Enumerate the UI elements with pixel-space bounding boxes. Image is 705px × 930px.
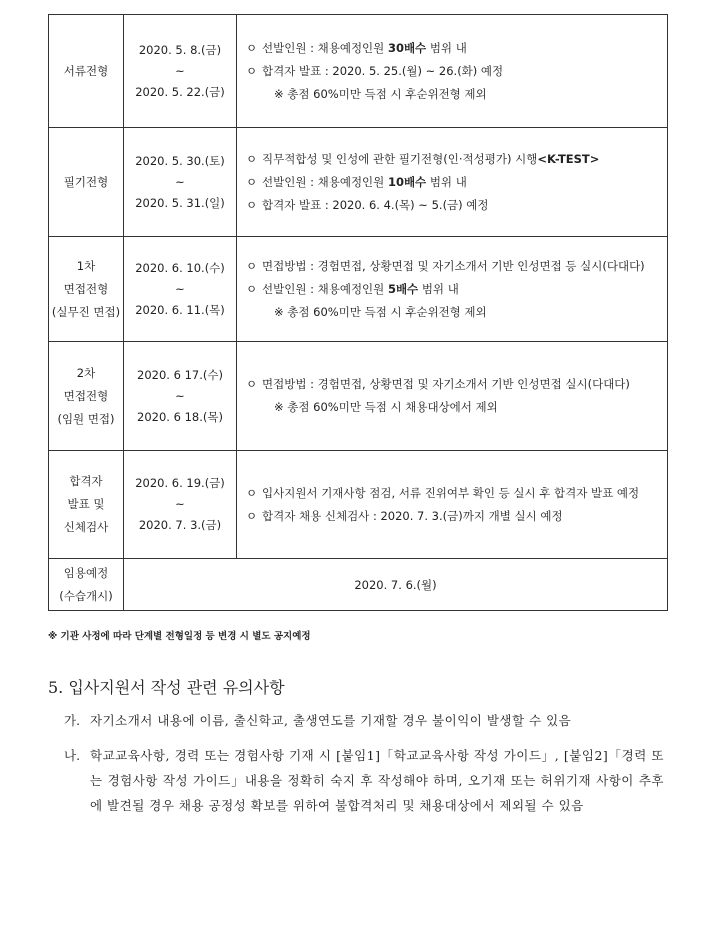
detail-text (262, 194, 489, 217)
period-line: 2020. 5. 8.(금) (138, 42, 222, 57)
detail-text (262, 373, 630, 396)
detail-cell (237, 15, 668, 128)
detail-fragment: ※ 총점 60%미만 득점 시 후순위전형 제외 (274, 86, 487, 101)
stage-label: (임원 면접) (57, 411, 115, 426)
period-line: ~ (175, 281, 185, 296)
stage-label: 신체검사 (63, 520, 109, 534)
detail-cell (237, 451, 668, 559)
detail-fragment: 범위 내 (426, 174, 467, 189)
stage-cell (49, 559, 124, 611)
detail-text (262, 255, 645, 278)
stage-label: 면접전형 (63, 388, 109, 403)
stage-cell (49, 128, 124, 237)
detail-bullet-line (246, 482, 661, 505)
appointment-date-cell: 2020. 7. 6.(월) (124, 559, 668, 611)
period-line: 2020. 5. 22.(금) (135, 84, 225, 99)
period-cell (124, 237, 237, 342)
detail-bullet-line (246, 37, 661, 60)
schedule-row (49, 451, 668, 559)
detail-text (262, 505, 563, 528)
stage-label: 면접전형 (63, 281, 109, 296)
bullet-icon: ㅇ (246, 377, 258, 391)
section-title: 5. 입사지원서 작성 관련 유의사항 (48, 678, 285, 697)
detail-cell (237, 237, 668, 342)
bullet-icon: ㅇ (246, 258, 258, 273)
detail-cell (237, 128, 668, 237)
detail-fragment: 범위 내 (426, 40, 467, 55)
detail-fragment: ※ 총점 60%미만 득점 시 후순위전형 제외 (274, 304, 487, 319)
bullet-icon: ㅇ (246, 151, 258, 166)
detail-bullet-line (246, 60, 661, 83)
bullet-icon: ㅇ (246, 174, 258, 189)
detail-fragment: 선발인원 : 채용예정인원 (262, 174, 388, 189)
period-line: ~ (175, 388, 185, 403)
detail-emphasis: 30배수 (387, 40, 427, 55)
notice-item-marker: 가. (64, 713, 81, 728)
detail-fragment: 면접방법 : 경험면접, 상황면접 및 자기소개서 기반 인성면접 실시(다대다) (262, 377, 630, 391)
schedule-row-final (49, 559, 668, 611)
detail-emphasis: <K-TEST> (537, 151, 600, 166)
period-cell (124, 342, 237, 451)
detail-text (262, 482, 639, 505)
schedule-row (49, 237, 668, 342)
detail-bullet-line (246, 373, 661, 396)
stage-cell (49, 451, 124, 559)
notice-item-marker: 나. (64, 748, 81, 763)
detail-text (262, 148, 599, 171)
detail-fragment: 합격자 발표 : 2020. 6. 4.(목) ~ 5.(금) 예정 (262, 197, 489, 212)
stage-cell (49, 342, 124, 451)
detail-note-line (246, 301, 661, 324)
stage-cell (49, 15, 124, 128)
bullet-icon: ㅇ (246, 63, 258, 78)
stage-label: 필기전형 (63, 174, 109, 189)
period-line: 2020. 5. 30.(토) (135, 153, 225, 168)
bullet-icon: ㅇ (246, 40, 258, 55)
bullet-icon: ㅇ (246, 508, 258, 523)
detail-emphasis: 10배수 (387, 174, 427, 189)
stage-label: 발표 및 (67, 497, 105, 511)
period-cell (124, 128, 237, 237)
period-line: 2020. 6. 11.(목) (135, 302, 225, 317)
schedule-footnote: ※ 기관 사정에 따라 단계별 전형일정 등 변경 시 별도 공지예정 (48, 631, 311, 642)
detail-note-line (246, 396, 661, 419)
detail-fragment: ※ 총점 60%미만 득점 시 채용대상에서 제외 (274, 400, 498, 414)
detail-text (262, 278, 459, 301)
schedule-row (49, 128, 668, 237)
detail-bullet-line (246, 278, 661, 301)
detail-bullet-line (246, 194, 661, 217)
stage-cell (49, 237, 124, 342)
notice-item-text: 학교교육사항, 경력 또는 경험사항 기재 시 [붙임1]「학교교육사항 작성 가이드」, [붙임2]「경력 또는 경험사항 작성 가이드」내용을 정확히 숙지 후 작성해야 하며, 오기재 또는 허위기재 사항이 추후에 발견될 경우 채용 공정성 확보를 위하여 불합격처리 및 채용대상에서 제외될 수 있음 (90, 748, 664, 813)
period-line: 2020. 7. 3.(금) (138, 518, 222, 532)
stage-label: (수습개시) (59, 588, 113, 603)
period-line: ~ (175, 497, 185, 511)
notice-item-text: 자기소개서 내용에 이름, 출신학교, 출생연도를 기재할 경우 불이익이 발생할 수 있음 (90, 713, 572, 728)
bullet-icon: ㅇ (246, 197, 258, 212)
bullet-icon: ㅇ (246, 485, 258, 500)
period-line: 2020. 6 17.(수) (137, 367, 223, 382)
period-line: 2020. 5. 31.(일) (135, 195, 225, 210)
detail-text (262, 37, 467, 60)
detail-bullet-line (246, 148, 661, 171)
period-line: ~ (175, 174, 185, 189)
detail-emphasis: 5배수 (387, 281, 419, 296)
period-line: 2020. 6 18.(목) (137, 409, 223, 424)
detail-fragment: 입사지원서 기재사항 점검, 서류 진위여부 확인 등 실시 후 합격자 발표 예정 (262, 485, 640, 500)
schedule-table (48, 14, 668, 611)
notice-item (64, 743, 664, 818)
schedule-row (49, 342, 668, 451)
schedule-table-body (49, 15, 668, 611)
stage-label: 임용예정 (63, 565, 109, 580)
detail-text (262, 171, 467, 194)
stage-label: (실무진 면접) (51, 304, 121, 319)
period-line: ~ (175, 63, 185, 78)
detail-cell (237, 342, 668, 451)
detail-fragment: 합격자 발표 : 2020. 5. 25.(월) ~ 26.(화) 예정 (262, 63, 504, 78)
period-line: 2020. 6. 19.(금) (135, 476, 225, 490)
period-cell (124, 15, 237, 128)
stage-label: 서류전형 (63, 63, 109, 78)
bullet-icon: ㅇ (246, 281, 258, 296)
detail-text (262, 60, 503, 83)
detail-fragment: 직무적합성 및 인성에 관한 필기전형(인·적성평가) 시행 (262, 151, 538, 166)
detail-fragment: 면접방법 : 경험면접, 상황면접 및 자기소개서 기반 인성면접 등 실시(다대다) (262, 258, 645, 273)
notice-list (64, 708, 664, 828)
detail-bullet-line (246, 255, 661, 278)
detail-fragment: 범위 내 (418, 281, 459, 296)
detail-fragment: 합격자 채용 신체검사 : 2020. 7. 3.(금)까지 개별 실시 예정 (262, 508, 563, 523)
detail-bullet-line (246, 505, 661, 528)
period-line: 2020. 6. 10.(수) (135, 260, 225, 275)
stage-label: 1차 (76, 258, 96, 273)
detail-bullet-line (246, 171, 661, 194)
stage-label: 2차 (76, 365, 96, 380)
schedule-row (49, 15, 668, 128)
stage-label: 합격자 (69, 474, 103, 488)
detail-note-line (246, 83, 661, 106)
notice-item (64, 708, 664, 733)
detail-fragment: 선발인원 : 채용예정인원 (262, 40, 388, 55)
detail-fragment: 선발인원 : 채용예정인원 (262, 281, 388, 296)
period-cell (124, 451, 237, 559)
